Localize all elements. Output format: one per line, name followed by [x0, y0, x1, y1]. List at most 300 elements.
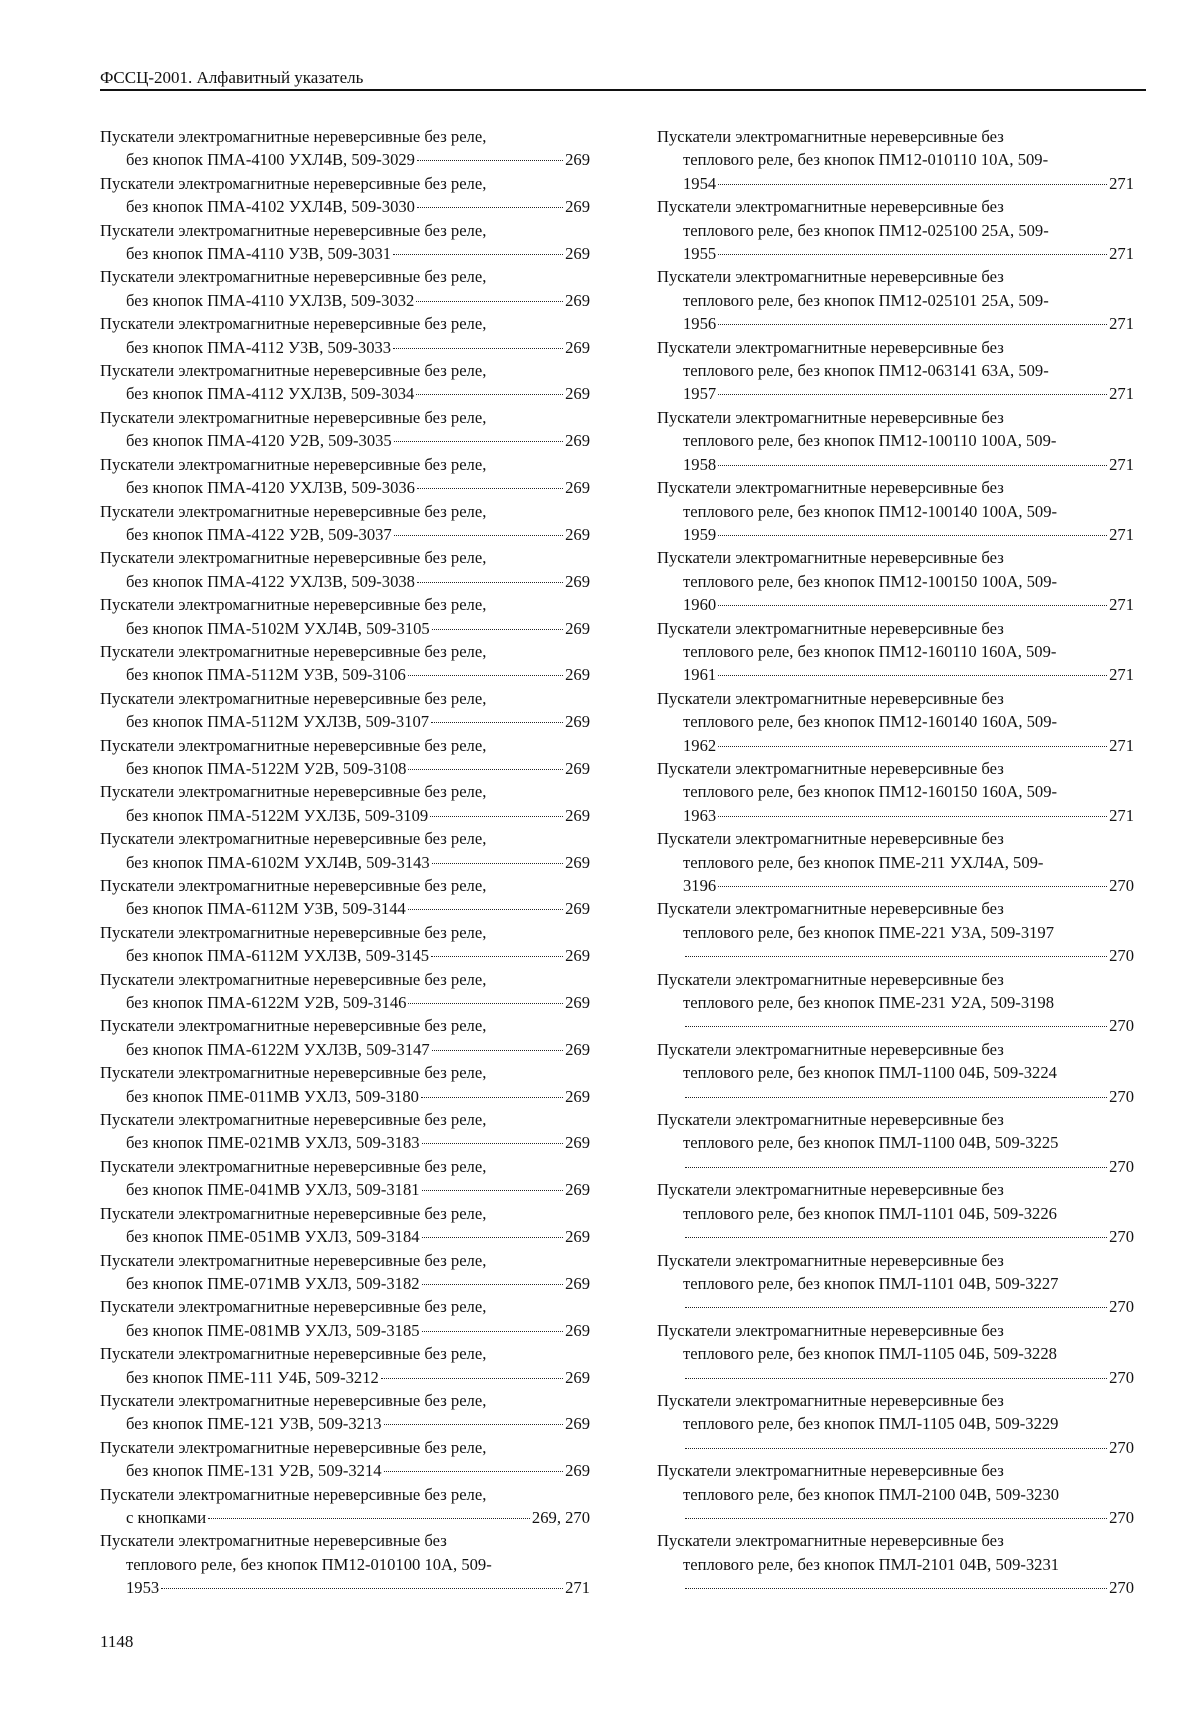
entry-continuation: теплового реле, без кнопок ПМ12-160110 160А, 509-	[683, 641, 1057, 661]
dot-leader	[718, 535, 1107, 536]
entry-detail: 1955	[683, 244, 717, 264]
dot-leader	[685, 956, 1107, 957]
entry-detail: без кнопок ПМА-4110 У3В, 509-3031	[126, 244, 392, 264]
index-entry	[657, 1038, 1134, 1108]
index-entry	[657, 617, 1134, 687]
entry-title: Пускатели электромагнитные нереверсивные без реле,	[100, 1344, 487, 1364]
entry-page-ref: 269	[565, 665, 590, 685]
entry-page-ref: 270	[1109, 1227, 1134, 1247]
index-entry	[657, 1529, 1134, 1599]
dot-leader	[432, 863, 563, 864]
entry-detail: без кнопок ПМЕ-081МВ УХЛ3, 509-3185	[126, 1320, 420, 1340]
dot-leader	[431, 956, 563, 957]
entry-continuation: теплового реле, без кнопок ПМЛ-2101 04В, 509-3231	[683, 1554, 1060, 1574]
entry-detail: 1953	[126, 1578, 160, 1598]
entry-continuation: теплового реле, без кнопок ПМ12-100110 100А, 509-	[683, 431, 1057, 451]
entry-detail: без кнопок ПМЕ-111 У4Б, 509-3212	[126, 1367, 379, 1387]
dot-leader	[384, 1471, 564, 1472]
dot-leader	[685, 1378, 1107, 1379]
entry-detail: без кнопок ПМА-4120 УХЛ3В, 509-3036	[126, 478, 415, 498]
dot-leader	[685, 1448, 1107, 1449]
entry-leader-line	[657, 382, 1134, 405]
entry-title: Пускатели электромагнитные нереверсивные без	[657, 1461, 1004, 1481]
dot-leader	[393, 254, 563, 255]
entry-detail: 3196	[683, 876, 717, 895]
entry-detail: 1959	[683, 524, 717, 544]
entry-leader-line	[100, 1225, 590, 1248]
entry-detail: без кнопок ПМЕ-051МВ УХЛ3, 509-3184	[126, 1227, 420, 1247]
entry-leader-line	[100, 1178, 590, 1201]
index-entry	[657, 757, 1134, 827]
entry-detail: без кнопок ПМА-4112 УХЛ3В, 509-3034	[126, 384, 415, 404]
entry-title: Пускатели электромагнитные нереверсивные без	[657, 267, 1004, 287]
entry-leader-line	[100, 1085, 590, 1108]
entry-leader-line	[100, 476, 590, 499]
dot-leader	[416, 301, 563, 302]
entry-page-ref: 269	[565, 805, 590, 825]
entry-title: Пускатели электромагнитные нереверсивные без	[657, 1110, 1004, 1130]
index-entry	[657, 1389, 1134, 1459]
entry-detail: 1954	[683, 173, 717, 193]
entry-page-ref: 270	[1109, 1507, 1134, 1527]
entry-leader-line	[100, 851, 590, 874]
entry-leader-line	[657, 1155, 1134, 1178]
entry-page-ref: 269	[565, 524, 590, 544]
entry-page-ref: 269	[565, 1086, 590, 1106]
entry-title: Пускатели электромагнитные нереверсивные без	[657, 407, 1004, 427]
entry-title: Пускатели электромагнитные нереверсивные без реле,	[100, 454, 487, 474]
dot-leader	[161, 1588, 563, 1589]
entry-leader-line	[657, 874, 1134, 897]
dot-leader	[394, 535, 563, 536]
dot-leader	[394, 441, 563, 442]
index-entry	[100, 640, 590, 687]
entry-page-ref: 269	[565, 1320, 590, 1340]
entry-page-ref: 269	[565, 290, 590, 310]
dot-leader	[718, 184, 1107, 185]
dot-leader	[718, 605, 1107, 606]
entry-leader-line	[100, 757, 590, 780]
entry-detail: 1963	[683, 805, 717, 825]
entry-detail: без кнопок ПМА-5122М УХЛ3Б, 509-3109	[126, 805, 429, 825]
entry-page-ref: 271	[1109, 735, 1134, 755]
index-entry	[657, 406, 1134, 476]
index-column-right	[657, 125, 1134, 1600]
index-entry	[100, 780, 590, 827]
entry-page-ref: 271	[1109, 244, 1134, 264]
index-entry	[100, 687, 590, 734]
entry-title: Пускатели электромагнитные нереверсивные без реле,	[100, 641, 487, 661]
index-entry	[657, 1178, 1134, 1248]
dot-leader	[416, 394, 563, 395]
entry-title: Пускатели электромагнитные нереверсивные без	[657, 197, 1004, 217]
entry-title: Пускатели электромагнитные нереверсивные без реле,	[100, 1390, 487, 1410]
entry-continuation: теплового реле, без кнопок ПМЛ-1100 04В, 509-3225	[683, 1133, 1059, 1153]
dot-leader	[417, 207, 563, 208]
entry-title: Пускатели электромагнитные нереверсивные без реле,	[100, 1250, 487, 1270]
dot-leader	[685, 1097, 1107, 1098]
index-entry	[657, 897, 1134, 967]
index-entry	[100, 1108, 590, 1155]
entry-leader-line	[100, 570, 590, 593]
index-entry	[100, 1202, 590, 1249]
entry-page-ref: 269	[565, 1414, 590, 1434]
entry-title: Пускатели электромагнитные нереверсивные без реле,	[100, 407, 487, 427]
index-entry	[657, 476, 1134, 546]
entry-continuation: теплового реле, без кнопок ПМ12-010100 10А, 509-	[126, 1554, 492, 1574]
dot-leader	[208, 1518, 530, 1519]
entry-leader-line	[657, 944, 1134, 967]
entry-page-ref: 269	[565, 1133, 590, 1153]
entry-detail: 1962	[683, 735, 717, 755]
dot-leader	[408, 769, 563, 770]
index-entry	[657, 968, 1134, 1038]
entry-detail: без кнопок ПМА-5112М УХЛ3В, 509-3107	[126, 712, 430, 732]
entry-leader-line	[100, 944, 590, 967]
index-entry	[100, 1483, 590, 1530]
entry-leader-line	[100, 1038, 590, 1061]
entry-continuation: теплового реле, без кнопок ПМЕ-221 У3А, 509-3197	[683, 922, 1055, 942]
dot-leader	[718, 746, 1107, 747]
index-entry	[657, 265, 1134, 335]
entry-page-ref: 271	[1109, 314, 1134, 334]
entry-title: Пускатели электромагнитные нереверсивные без реле,	[100, 782, 487, 802]
index-entry	[657, 1108, 1134, 1178]
header-title: ФССЦ-2001. Алфавитный указатель	[100, 68, 364, 87]
entry-title: Пускатели электромагнитные нереверсивные без реле,	[100, 735, 487, 755]
entry-page-ref: 269, 270	[531, 1507, 590, 1527]
entry-page-ref: 270	[1109, 1016, 1134, 1036]
dot-leader	[431, 722, 563, 723]
entry-title: Пускатели электромагнитные нереверсивные без реле,	[100, 1110, 487, 1130]
index-entry	[657, 125, 1134, 195]
entry-continuation: теплового реле, без кнопок ПМ12-025101 25А, 509-	[683, 290, 1049, 310]
entry-continuation: теплового реле, без кнопок ПМ12-100150 100А, 509-	[683, 571, 1058, 591]
entry-title: Пускатели электромагнитные нереверсивные без	[100, 1531, 447, 1551]
entry-continuation: теплового реле, без кнопок ПМ12-063141 63А, 509-	[683, 361, 1049, 381]
entry-detail: 1961	[683, 665, 717, 685]
entry-leader-line	[657, 312, 1134, 335]
entry-leader-line	[657, 593, 1134, 616]
page-number: 1148	[100, 1632, 134, 1651]
entry-detail: без кнопок ПМА-5102М УХЛ4В, 509-3105	[126, 618, 430, 638]
entry-title: Пускатели электромагнитные нереверсивные без	[657, 688, 1004, 708]
dot-leader	[421, 1097, 563, 1098]
entry-leader-line	[657, 1225, 1134, 1248]
entry-detail: 1956	[683, 314, 717, 334]
entry-title: Пускатели электромагнитные нереверсивные без реле,	[100, 969, 487, 989]
index-entry	[100, 1249, 590, 1296]
entry-detail: без кнопок ПМА-5122М У2В, 509-3108	[126, 758, 407, 778]
entry-page-ref: 269	[565, 758, 590, 778]
entry-title: Пускатели электромагнитные нереверсивные без реле,	[100, 922, 487, 942]
dot-leader	[422, 1143, 564, 1144]
index-entry	[100, 1014, 590, 1061]
entry-leader-line	[100, 1131, 590, 1154]
entry-detail: 1958	[683, 454, 717, 474]
entry-detail: без кнопок ПМЕ-041МВ УХЛ3, 509-3181	[126, 1180, 420, 1200]
entry-detail: без кнопок ПМЕ-071МВ УХЛ3, 509-3182	[126, 1273, 420, 1293]
index-entry	[657, 827, 1134, 897]
dot-leader	[432, 629, 563, 630]
entry-continuation: теплового реле, без кнопок ПМЛ-1101 04Б, 509-3226	[683, 1203, 1057, 1223]
index-entry	[100, 125, 590, 172]
entry-title: Пускатели электромагнитные нереверсивные без	[657, 1531, 1004, 1551]
index-entry	[100, 593, 590, 640]
dot-leader	[718, 324, 1107, 325]
entry-title: Пускатели электромагнитные нереверсивные без реле,	[100, 1484, 487, 1504]
entry-title: Пускатели электромагнитные нереверсивные без	[657, 548, 1004, 568]
index-entry	[100, 453, 590, 500]
index-entry	[100, 1295, 590, 1342]
entry-page-ref: 270	[1109, 1086, 1134, 1106]
index-entry	[100, 1342, 590, 1389]
dot-leader	[422, 1237, 564, 1238]
dot-leader	[685, 1237, 1107, 1238]
entry-title: Пускатели электромагнитные нереверсивные без	[657, 1250, 1004, 1270]
entry-title: Пускатели электромагнитные нереверсивные без реле,	[100, 220, 487, 240]
index-entry	[100, 406, 590, 453]
entry-page-ref: 269	[565, 852, 590, 872]
dot-leader	[685, 1588, 1107, 1589]
entry-leader-line	[100, 710, 590, 733]
entry-detail: без кнопок ПМА-5112М У3В, 509-3106	[126, 665, 406, 685]
dot-leader	[422, 1331, 564, 1332]
entry-continuation: теплового реле, без кнопок ПМЕ-231 У2А, 509-3198	[683, 993, 1055, 1013]
entry-title: Пускатели электромагнитные нереверсивные без	[657, 969, 1004, 989]
entry-leader-line	[657, 1366, 1134, 1389]
entry-page-ref: 269	[565, 1227, 590, 1247]
index-entry	[100, 265, 590, 312]
index-entry	[100, 1061, 590, 1108]
dot-leader	[408, 909, 563, 910]
entry-title: Пускатели электромагнитные нереверсивные без реле,	[100, 829, 487, 849]
entry-detail: 1960	[683, 595, 717, 615]
index-entry	[100, 1389, 590, 1436]
entry-leader-line	[100, 148, 590, 171]
entry-title: Пускатели электромагнитные нереверсивные без реле,	[100, 1156, 487, 1176]
entry-title: Пускатели электромагнитные нереверсивные без реле,	[100, 1016, 487, 1036]
entry-title: Пускатели электромагнитные нереверсивные без реле,	[100, 1063, 487, 1083]
entry-detail: без кнопок ПМЕ-121 У3В, 509-3213	[126, 1414, 382, 1434]
entry-detail: без кнопок ПМЕ-021МВ УХЛ3, 509-3183	[126, 1133, 420, 1153]
entry-detail: с кнопками	[126, 1507, 207, 1527]
entry-page-ref: 269	[565, 1461, 590, 1481]
entry-page-ref: 269	[565, 618, 590, 638]
dot-leader	[685, 1307, 1107, 1308]
index-entry	[100, 968, 590, 1015]
entry-title: Пускатели электромагнитные нереверсивные без	[657, 758, 1004, 778]
index-entry	[657, 336, 1134, 406]
dot-leader	[417, 488, 563, 489]
dot-leader	[422, 1284, 564, 1285]
entry-page-ref: 269	[565, 1273, 590, 1293]
entry-page-ref: 271	[1109, 665, 1134, 685]
index-entry	[100, 874, 590, 921]
entry-leader-line	[657, 242, 1134, 265]
entry-page-ref: 271	[1109, 595, 1134, 615]
entry-detail: без кнопок ПМА-4122 У2В, 509-3037	[126, 524, 392, 544]
entry-leader-line	[657, 804, 1134, 827]
entry-page-ref: 270	[1109, 1367, 1134, 1387]
entry-title: Пускатели электромагнитные нереверсивные без реле,	[100, 361, 487, 381]
entry-leader-line	[657, 1506, 1134, 1529]
entry-page-ref: 269	[565, 946, 590, 966]
entry-leader-line	[100, 429, 590, 452]
entry-detail: без кнопок ПМА-4110 УХЛ3В, 509-3032	[126, 290, 415, 310]
entry-page-ref: 271	[1109, 173, 1134, 193]
dot-leader	[718, 465, 1107, 466]
dot-leader	[408, 675, 563, 676]
entry-title: Пускатели электромагнитные нереверсивные без	[657, 618, 1004, 638]
entry-title: Пускатели электромагнитные нереверсивные без реле,	[100, 595, 487, 615]
entry-continuation: теплового реле, без кнопок ПМЛ-2100 04В, 509-3230	[683, 1484, 1060, 1504]
entry-title: Пускатели электромагнитные нереверсивные без реле,	[100, 688, 487, 708]
entry-continuation: теплового реле, без кнопок ПМЛ-1100 04Б, 509-3224	[683, 1063, 1057, 1083]
entry-leader-line	[100, 242, 590, 265]
entry-leader-line	[657, 1576, 1134, 1599]
entry-leader-line	[100, 897, 590, 920]
entry-leader-line	[100, 523, 590, 546]
dot-leader	[718, 816, 1107, 817]
entry-title: Пускатели электромагнитные нереверсивные без реле,	[100, 1297, 487, 1317]
entry-detail: без кнопок ПМЕ-011МВ УХЛ3, 509-3180	[126, 1086, 419, 1106]
entry-title: Пускатели электромагнитные нереверсивные без	[657, 127, 1004, 146]
index-entry	[657, 1319, 1134, 1389]
entry-title: Пускатели электромагнитные нереверсивные без реле,	[100, 127, 487, 146]
page-header	[100, 68, 1146, 91]
entry-detail: без кнопок ПМА-6122М УХЛ3В, 509-3147	[126, 1039, 430, 1059]
entry-page-ref: 270	[1109, 1437, 1134, 1457]
entry-title: Пускатели электромагнитные нереверсивные без реле,	[100, 173, 487, 193]
index-entry	[100, 312, 590, 359]
entry-continuation: теплового реле, без кнопок ПМ12-160140 160А, 509-	[683, 712, 1058, 732]
entry-page-ref: 269	[565, 712, 590, 732]
dot-leader	[718, 886, 1107, 887]
entry-page-ref: 269	[565, 478, 590, 498]
entry-title: Пускатели электромагнитные нереверсивные без	[657, 478, 1004, 498]
entry-page-ref: 270	[1109, 946, 1134, 966]
index-entry	[100, 1529, 590, 1599]
entry-continuation: теплового реле, без кнопок ПМ12-025100 25А, 509-	[683, 220, 1049, 240]
entry-title: Пускатели электромагнитные нереверсивные без реле,	[100, 267, 487, 287]
index-entry	[657, 195, 1134, 265]
dot-leader	[430, 816, 563, 817]
entry-page-ref: 269	[565, 197, 590, 217]
entry-page-ref: 269	[565, 571, 590, 591]
entry-continuation: теплового реле, без кнопок ПМ12-010110 10А, 509-	[683, 150, 1049, 170]
entry-detail: без кнопок ПМА-4112 У3В, 509-3033	[126, 337, 392, 357]
entry-detail: без кнопок ПМА-6112М УХЛ3В, 509-3145	[126, 946, 430, 966]
entry-leader-line	[657, 172, 1134, 195]
entry-title: Пускатели электромагнитные нереверсивные без реле,	[100, 1437, 487, 1457]
entry-page-ref: 270	[1109, 1578, 1134, 1598]
entry-page-ref: 269	[565, 150, 590, 170]
index-entry	[100, 219, 590, 266]
dot-leader	[718, 254, 1107, 255]
entry-continuation: теплового реле, без кнопок ПМЛ-1105 04В, 509-3229	[683, 1414, 1059, 1434]
entry-title: Пускатели электромагнитные нереверсивные без реле,	[100, 548, 487, 568]
entry-title: Пускатели электромагнитные нереверсивные без реле,	[100, 501, 487, 521]
entry-leader-line	[100, 195, 590, 218]
entry-page-ref: 271	[565, 1578, 590, 1598]
index-entry	[100, 1155, 590, 1202]
entry-title: Пускатели электромагнитные нереверсивные без	[657, 337, 1004, 357]
entry-leader-line	[100, 1319, 590, 1342]
entry-leader-line	[100, 1412, 590, 1435]
index-entry	[100, 827, 590, 874]
index-column-left	[100, 125, 590, 1600]
entry-leader-line	[100, 663, 590, 686]
entry-leader-line	[100, 991, 590, 1014]
index-entry	[100, 172, 590, 219]
index-entry	[100, 359, 590, 406]
dot-leader	[417, 160, 563, 161]
entry-continuation: теплового реле, без кнопок ПМ12-100140 100А, 509-	[683, 501, 1058, 521]
entry-detail: без кнопок ПМА-4120 У2В, 509-3035	[126, 431, 392, 451]
entry-continuation: теплового реле, без кнопок ПМ12-160150 160А, 509-	[683, 782, 1058, 802]
entry-leader-line	[657, 453, 1134, 476]
entry-page-ref: 270	[1109, 1156, 1134, 1176]
dot-leader	[685, 1026, 1107, 1027]
entry-page-ref: 271	[1109, 805, 1134, 825]
entry-page-ref: 271	[1109, 384, 1134, 404]
entry-leader-line	[657, 663, 1134, 686]
entry-page-ref: 269	[565, 384, 590, 404]
entry-leader-line	[657, 734, 1134, 757]
entry-leader-line	[657, 1436, 1134, 1459]
entry-title: Пускатели электромагнитные нереверсивные без реле,	[100, 314, 487, 334]
entry-leader-line	[100, 382, 590, 405]
entry-title: Пускатели электромагнитные нереверсивные без	[657, 899, 1004, 919]
entry-leader-line	[100, 336, 590, 359]
dot-leader	[417, 582, 563, 583]
entry-leader-line	[100, 617, 590, 640]
dot-leader	[408, 1003, 563, 1004]
entry-page-ref: 270	[1109, 1297, 1134, 1317]
entry-page-ref: 271	[1109, 454, 1134, 474]
entry-detail: без кнопок ПМА-6102М УХЛ4В, 509-3143	[126, 852, 430, 872]
dot-leader	[685, 1518, 1107, 1519]
entry-detail: без кнопок ПМА-6112М У3В, 509-3144	[126, 899, 406, 919]
entry-leader-line	[100, 1576, 590, 1599]
entry-title: Пускатели электромагнитные нереверсивные без реле,	[100, 1203, 487, 1223]
entry-leader-line	[657, 1085, 1134, 1108]
entry-page-ref: 271	[1109, 524, 1134, 544]
dot-leader	[393, 348, 563, 349]
entry-continuation: теплового реле, без кнопок ПМЕ-211 УХЛ4А, 509-	[683, 852, 1044, 872]
entry-leader-line	[657, 1295, 1134, 1318]
dot-leader	[381, 1378, 563, 1379]
dot-leader	[718, 394, 1107, 395]
index-entry	[100, 1436, 590, 1483]
entry-detail: без кнопок ПМА-4100 УХЛ4В, 509-3029	[126, 150, 415, 170]
index-entry	[657, 1459, 1134, 1529]
entry-title: Пускатели электромагнитные нереверсивные без	[657, 1180, 1004, 1200]
dot-leader	[685, 1167, 1107, 1168]
entry-title: Пускатели электромагнитные нереверсивные без	[657, 829, 1004, 849]
entry-title: Пускатели электромагнитные нереверсивные без	[657, 1320, 1004, 1340]
entry-detail: без кнопок ПМА-4122 УХЛ3В, 509-3038	[126, 571, 415, 591]
dot-leader	[422, 1190, 564, 1191]
index-entry	[100, 921, 590, 968]
entry-page-ref: 269	[565, 244, 590, 264]
dot-leader	[384, 1424, 564, 1425]
entry-page-ref: 270	[1109, 876, 1134, 895]
dot-leader	[432, 1050, 563, 1051]
entry-title: Пускатели электромагнитные нереверсивные без	[657, 1039, 1004, 1059]
index-entry	[657, 546, 1134, 616]
